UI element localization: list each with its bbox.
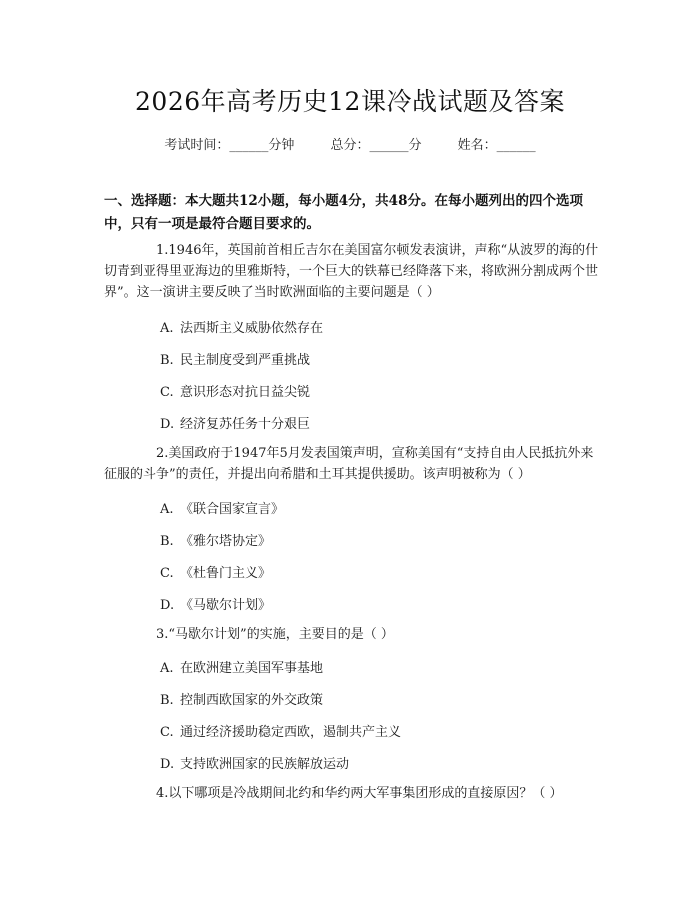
name-label: 姓名： xyxy=(457,138,497,153)
time-blank: ______ xyxy=(229,138,269,153)
score-blank: ______ xyxy=(369,138,409,153)
option-text: 法西斯主义威胁依然存在 xyxy=(180,321,324,336)
option-text: 在欧洲建立美国军事基地 xyxy=(180,661,324,676)
option-1a[interactable] xyxy=(160,317,323,336)
option-label: C. xyxy=(160,566,174,581)
option-text: 民主制度受到严重挑战 xyxy=(180,353,311,368)
question-1 xyxy=(104,240,600,303)
question-2 xyxy=(104,443,600,485)
question-stem: 1946年，英国前首相丘吉尔在美国富尔顿发表演讲，声称“从波罗的海的什切青到亚得里亚海边的里雅斯特，一个巨大的铁幕已经降落下来，将欧洲分割成两个世界”。这一演讲主要反映了当时欧洲面临的主要问题是（ ） xyxy=(104,243,599,300)
option-2d[interactable] xyxy=(160,594,271,613)
score-field xyxy=(330,138,421,153)
question-stem: “马歇尔计划”的实施，主要目的是（ ） xyxy=(168,627,394,642)
option-3c[interactable] xyxy=(160,721,401,740)
option-label: A. xyxy=(160,502,174,517)
question-number: 1. xyxy=(156,243,169,258)
option-label: D. xyxy=(160,417,175,432)
option-1b[interactable] xyxy=(160,349,310,368)
option-text: 控制西欧国家的外交政策 xyxy=(180,693,324,708)
option-label: B. xyxy=(160,693,174,708)
question-stem: 美国政府于1947年5月发表国策声明，宣称美国有“支持自由人民抵抗外来征服的斗争”的责任，并提出向希腊和土耳其提供援助。该声明被称为（ ） xyxy=(104,446,594,482)
option-text: 《联合国家宣言》 xyxy=(180,502,285,517)
time-label: 考试时间： xyxy=(164,138,230,153)
option-label: C. xyxy=(160,385,174,400)
option-text: 通过经济援助稳定西欧，遏制共产主义 xyxy=(180,725,402,740)
option-3a[interactable] xyxy=(160,657,323,676)
question-stem: 以下哪项是冷战期间北约和华约两大军事集团形成的直接原因？（ ） xyxy=(168,786,563,801)
time-unit: 分钟 xyxy=(268,138,295,153)
exam-meta xyxy=(0,134,700,153)
question-number: 2. xyxy=(156,446,169,461)
option-2c[interactable] xyxy=(160,562,271,581)
option-label: A. xyxy=(160,661,174,676)
section-heading: 一、选择题：本大题共12小题，每小题4分，共48分。在每小题列出的四个选项中，只有一项是最符合题目要求的。 xyxy=(104,193,583,232)
option-text: 《杜鲁门主义》 xyxy=(180,566,272,581)
option-label: D. xyxy=(160,757,175,772)
time-field xyxy=(164,138,294,153)
option-text: 《雅尔塔协定》 xyxy=(180,534,272,549)
option-1c[interactable] xyxy=(160,381,310,400)
option-label: B. xyxy=(160,534,174,549)
question-3 xyxy=(104,624,600,645)
option-2a[interactable] xyxy=(160,498,284,517)
option-text: 支持欧洲国家的民族解放运动 xyxy=(180,757,350,772)
option-3b[interactable] xyxy=(160,689,323,708)
question-number: 4. xyxy=(156,786,169,801)
score-label: 总分： xyxy=(330,138,370,153)
option-text: 《马歇尔计划》 xyxy=(180,598,272,613)
option-label: A. xyxy=(160,321,174,336)
option-text: 意识形态对抗日益尖锐 xyxy=(180,385,311,400)
option-label: B. xyxy=(160,353,174,368)
option-label: D. xyxy=(160,598,175,613)
option-3d[interactable] xyxy=(160,753,349,772)
name-blank: ______ xyxy=(496,138,536,153)
page-title: 2026年高考历史12课冷战试题及答案 xyxy=(135,87,565,116)
question-4 xyxy=(104,783,600,804)
option-1d[interactable] xyxy=(160,413,310,432)
option-2b[interactable] xyxy=(160,530,271,549)
question-number: 3. xyxy=(156,627,169,642)
option-text: 经济复苏任务十分艰巨 xyxy=(180,417,311,432)
score-unit: 分 xyxy=(408,138,422,153)
name-field xyxy=(458,138,536,153)
option-label: C. xyxy=(160,725,174,740)
